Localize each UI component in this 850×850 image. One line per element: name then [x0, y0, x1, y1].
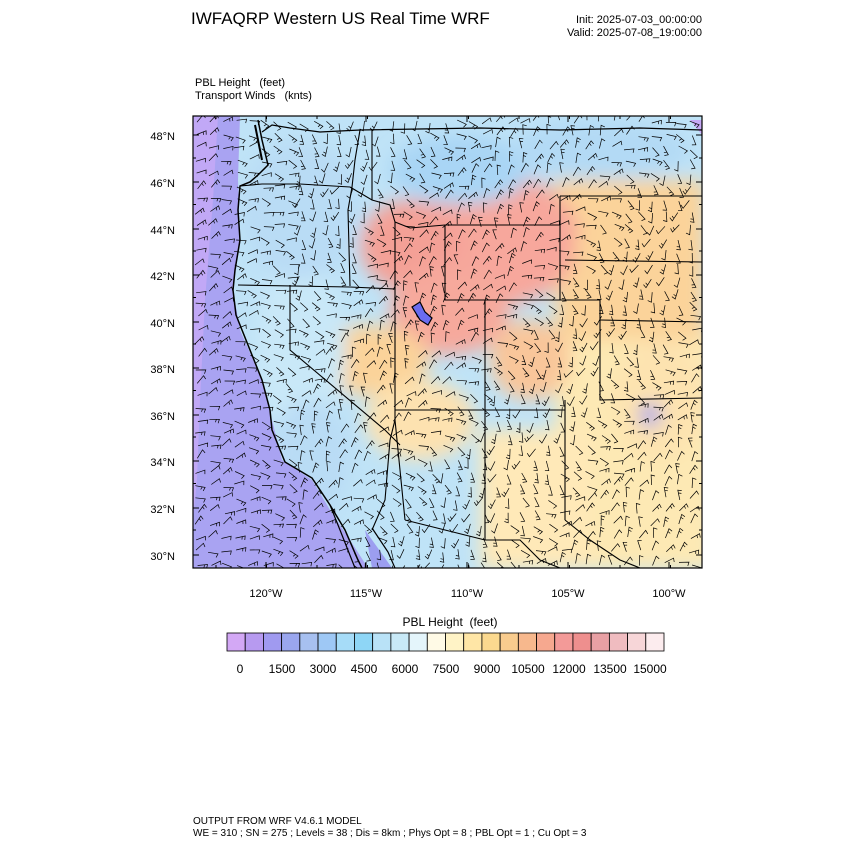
page-title: IWFAQRP Western US Real Time WRF	[191, 9, 490, 28]
lon-label-105: 105°W	[551, 588, 585, 600]
colorbar-box	[391, 633, 409, 651]
cbar-label-1500: 1500	[268, 662, 296, 676]
colorbar-box	[318, 633, 336, 651]
colorbar-box	[555, 633, 573, 651]
lat-label-46: 46°N	[150, 178, 175, 190]
model-info-line2: WE = 310 ; SN = 275 ; Levels = 38 ; Dis = 8km ; Phys Opt = 8 ; PBL Opt = 1 ; Cu Opt = 3	[193, 828, 587, 839]
lat-label-38: 38°N	[150, 364, 175, 376]
lat-label-34: 34°N	[150, 457, 175, 469]
field-label-winds: Transport Winds (knts)	[195, 90, 312, 102]
colorbar-box	[446, 633, 464, 651]
longitude-labels	[249, 588, 686, 600]
lat-label-42: 42°N	[150, 271, 175, 283]
field-label-pbl: PBL Height (feet)	[195, 77, 286, 89]
colorbar-box	[227, 633, 245, 651]
lat-label-30: 30°N	[150, 551, 175, 563]
cbar-label-12000: 12000	[552, 662, 586, 676]
colorbar-box	[282, 633, 300, 651]
colorbar-box	[336, 633, 354, 651]
cbar-label-0: 0	[236, 662, 244, 676]
cbar-label-7500: 7500	[432, 662, 460, 676]
colorbar-box	[263, 633, 281, 651]
colorbar-title: PBL Height (feet)	[402, 615, 498, 629]
colorbar-box	[427, 633, 445, 651]
model-info-line1: OUTPUT FROM WRF V4.6.1 MODEL	[193, 816, 362, 827]
colorbar-box	[373, 633, 391, 651]
colorbar-box	[609, 633, 627, 651]
lat-label-36: 36°N	[150, 411, 175, 423]
colorbar-box	[245, 633, 263, 651]
colorbar-box	[482, 633, 500, 651]
lon-label-120: 120°W	[249, 588, 283, 600]
colorbar-box	[591, 633, 609, 651]
colorbar-box	[409, 633, 427, 651]
lat-label-32: 32°N	[150, 504, 175, 516]
colorbar	[227, 633, 664, 651]
lat-label-40: 40°N	[150, 318, 175, 330]
colorbar-box	[464, 633, 482, 651]
lat-label-48: 48°N	[150, 131, 175, 143]
cbar-label-4500: 4500	[350, 662, 378, 676]
colorbar-box	[500, 633, 518, 651]
colorbar-box	[628, 633, 646, 651]
lon-label-115: 115°W	[349, 588, 383, 600]
colorbar-box	[573, 633, 591, 651]
cbar-label-13500: 13500	[593, 662, 627, 676]
latitude-labels	[150, 131, 175, 563]
init-time: Init: 2025-07-03_00:00:00	[576, 14, 702, 26]
cbar-label-9000: 9000	[473, 662, 501, 676]
lon-label-110: 110°W	[450, 588, 484, 600]
colorbar-box	[518, 633, 536, 651]
colorbar-box	[354, 633, 372, 651]
colorbar-labels	[237, 662, 667, 676]
lon-label-100: 100°W	[652, 588, 686, 600]
cbar-label-6000: 6000	[391, 662, 419, 676]
colorbar-box	[646, 633, 664, 651]
colorbar-box	[537, 633, 555, 651]
valid-time: Valid: 2025-07-08_19:00:00	[567, 27, 702, 39]
cbar-label-10500: 10500	[511, 662, 545, 676]
lat-label-44: 44°N	[150, 225, 175, 237]
colorbar-box	[300, 633, 318, 651]
cbar-label-3000: 3000	[309, 662, 337, 676]
cbar-label-15000: 15000	[633, 662, 667, 676]
